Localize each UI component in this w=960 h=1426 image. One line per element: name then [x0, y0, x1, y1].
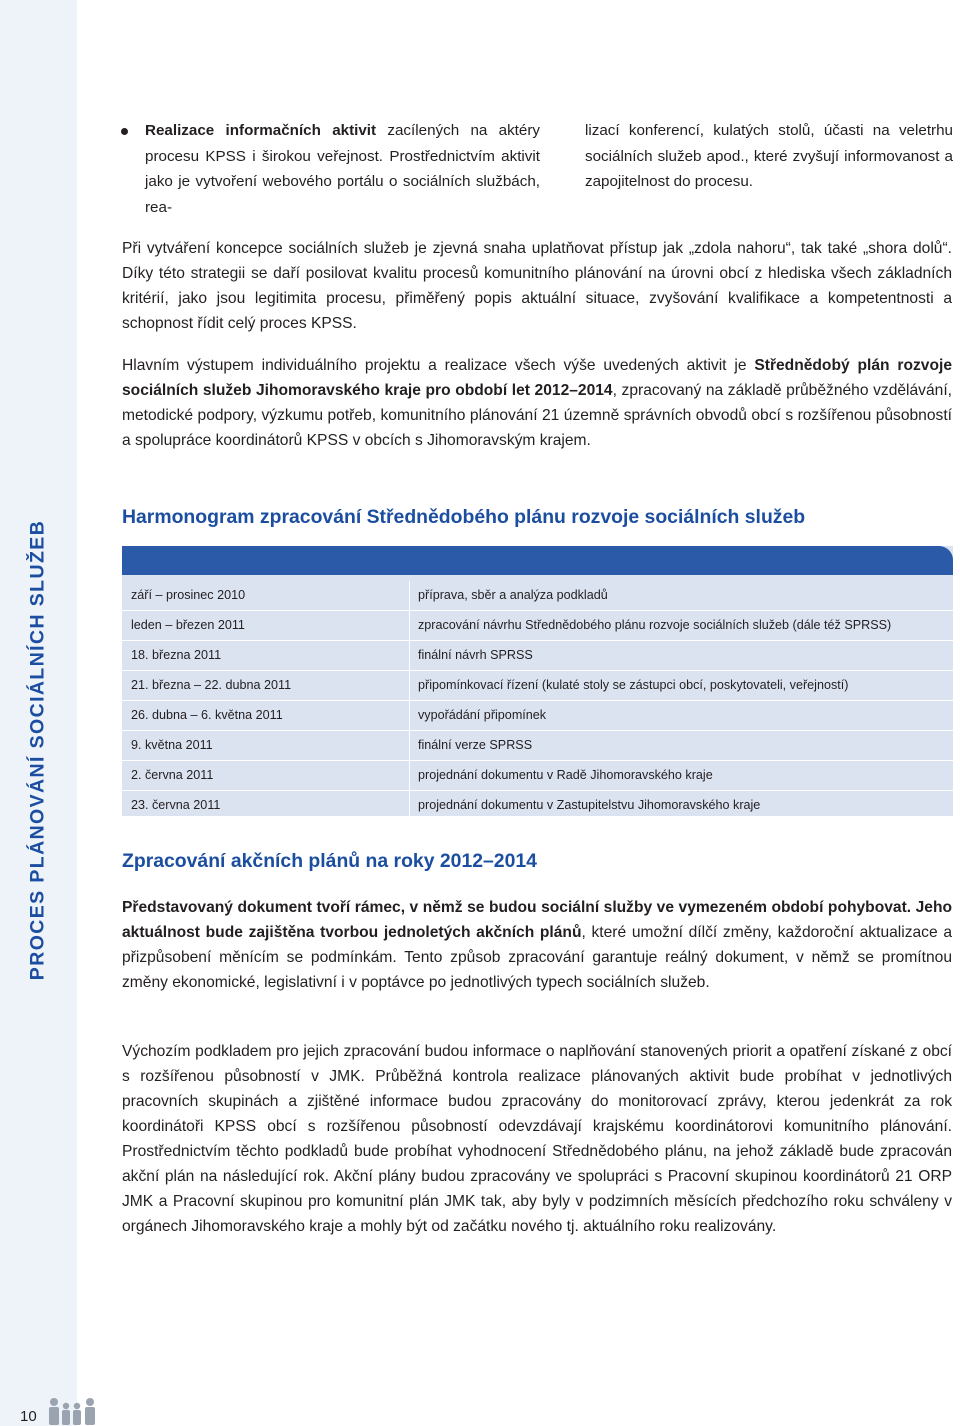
- table-row: [122, 760, 953, 790]
- row-task: připomínkovací řízení (kulaté stoly se zástupci obcí, poskytovateli, veřejností): [418, 678, 849, 692]
- table-row: [122, 640, 953, 670]
- paragraph-framework: [122, 895, 952, 995]
- family-icon: [46, 1396, 98, 1426]
- action-plans-heading: Zpracování akčních plánů na roky 2012–2014: [122, 850, 537, 872]
- schedule-rows: [122, 581, 953, 820]
- row-date: 9. května 2011: [122, 731, 410, 760]
- row-task: zpracování návrhu Střednědobého plánu rozvoje sociálních služeb (dále též SPRSS): [418, 618, 892, 632]
- row-date: 21. března – 22. dubna 2011: [122, 671, 410, 700]
- row-date: září – prosinec 2010: [122, 581, 410, 610]
- table-row: [122, 581, 953, 610]
- bullet-lead: Realizace informačních aktivit: [145, 122, 377, 139]
- row-task: vypořádání připomínek: [418, 708, 547, 722]
- row-date: 26. dubna – 6. května 2011: [122, 701, 410, 730]
- table-row: [122, 670, 953, 700]
- row-task: příprava, sběr a analýza podkladů: [418, 588, 608, 602]
- paragraph-bold: Představovaný dokument tvoří rámec, v němž se budou sociální služby ve vymezeném období pohybovat. Jeho aktuálnost bude zajištěna tvorbou jednoletých akčních plánů: [122, 899, 952, 941]
- paragraph-bold: Střednědobý plán rozvoje sociálních služeb Jihomoravského kraje pro období let 2012–2014: [122, 357, 952, 399]
- row-date: 23. června 2011: [122, 791, 410, 820]
- row-date: 2. června 2011: [122, 761, 410, 790]
- bullet-continuation: lizací konferencí, kulatých stolů, účasti na veletrhu sociálních služeb apod., které zvyšují informovanost a zapojitelnost do procesu.: [585, 122, 953, 190]
- row-task: projednání dokumentu v Zastupitelstvu Jihomoravského kraje: [418, 798, 761, 812]
- table-row: [122, 790, 953, 820]
- row-task: projednání dokumentu v Radě Jihomoravského kraje: [418, 768, 713, 782]
- schedule-table: [122, 546, 953, 816]
- paragraph-main-output: [122, 353, 952, 453]
- table-row: [122, 700, 953, 730]
- schedule-heading: Harmonogram zpracování Střednědobého plánu rozvoje sociálních služeb: [122, 506, 806, 528]
- schedule-table-header: [122, 546, 953, 575]
- vertical-section-title: PROCES PLÁNOVÁNÍ SOCIÁLNÍCH SLUŽEB: [26, 519, 49, 981]
- page-number: 10: [20, 1408, 37, 1425]
- bullet-text: zacílených na aktéry procesu KPSS i širokou veřejnost. Prostřednictvím aktivit jako je vytvoření webového portálu o sociálních službách, rea-: [145, 122, 540, 216]
- paragraph-rest: , které umožní dílčí změny, každoroční aktualizace a přizpůsobení měnícím se podmínkám. Tento způsob zpracování garantuje reálný dokument, v němž se promítnou změny ekonomické, legislativní i v poptávce po jednotlivých typech sociálních služeb.: [122, 924, 952, 991]
- row-date: leden – březen 2011: [122, 611, 410, 640]
- table-row: [122, 610, 953, 640]
- row-task: finální verze SPRSS: [418, 738, 533, 752]
- row-task: finální návrh SPRSS: [418, 648, 533, 662]
- paragraph-rest: , zpracovaný na základě průběžného vzdělávání, metodické podpory, výzkumu potřeb, komunitního plánování 21 územně správních obvodů obcí s rozšířenou působností a spolupráce koordinátorů KPSS v obcích s Jihomoravským krajem.: [122, 382, 952, 449]
- bullet-item: [118, 118, 540, 220]
- row-date: 18. března 2011: [122, 641, 410, 670]
- table-row: [122, 730, 953, 760]
- paragraph-concept: Při vytváření koncepce sociálních služeb je zjevná snaha uplatňovat přístup jak „zdola nahoru“, tak také „shora dolů“. Díky této strategii se daří posilovat kvalitu procesů komunitního plánování na úrovni obcí z hlediska všech základních kritérií, jako jsou legitimita procesu, přiměřený popis aktuální situace, zvyšování kvalifikace a kompetentnosti a schopnost řídit celý proces KPSS.: [122, 240, 952, 332]
- paragraph-lead: Hlavním výstupem individuálního projektu a realizace všech výše uvedených aktivit je: [122, 357, 755, 374]
- paragraph-monitoring: Výchozím podkladem pro jejich zpracování budou informace o naplňování stanovených priorit a opatření získané z obcí s rozšířenou působností v JMK. Průběžná kontrola realizace plánovaných aktivit bude probíhat v jednotlivých pracovních skupinách a zjištěné informace budou zpracovány do monitorovací zprávy, kterou jedenkrát za rok koordinátoři KPSS obcí s rozšířenou působností odevzdávají krajskému koordinátorovi komunitního plánování. Prostřednictvím těchto podkladů bude probíhat vyhodnocení Střednědobého plánu, na jehož základě bude zpracován akční plán na následující rok. Akční plány budou zpracovány ve spolupráci s Pracovní skupinou koordinátorů 21 ORP JMK a Pracovní skupinou pro komunitní plán JMK tak, aby byly v podzimních měsících předchozího roku schváleny v orgánech Jihomoravského kraje a mohly být od začátku nového tj. aktuálního roku realizovány.: [122, 1043, 952, 1235]
- bullet-icon: [121, 128, 128, 135]
